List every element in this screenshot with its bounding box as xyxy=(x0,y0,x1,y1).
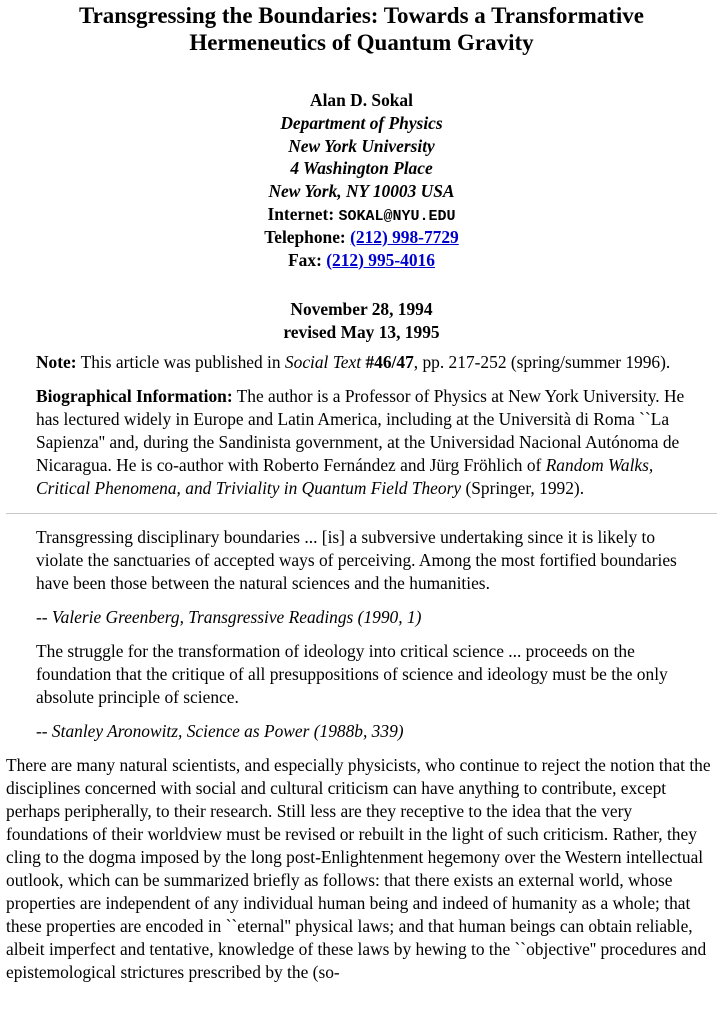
telephone-label: Telephone: xyxy=(264,226,346,247)
bio-label: Biographical Information: xyxy=(36,386,233,407)
revised-date: revised May 13, 1995 xyxy=(283,321,440,342)
biographical-info xyxy=(36,385,687,500)
internet-label: Internet: xyxy=(267,203,335,224)
author-department: Department of Physics xyxy=(280,112,443,133)
body-paragraph: There are many natural scientists, and especially physicists, who continue to reject the notion that the disciplines concerned with social and cultural criticism can have anything to contribute, except perhaps peripherally, to their research. Still less are they receptive to the idea that the very foundations of their worldview must be revised or rebuilt in the light of such criticism. Rather, they cling to the dogma imposed by the long post-Enlightenment hegemony over the Western intellectual outlook, which can be summarized briefly as follows: that there exists an external world, whose properties are independent of any individual human being and indeed of humanity as a whole; that these properties are encoded in ``eternal'' physical laws; and that human beings can obtain reliable, albeit imperfect and tentative, knowledge of these laws by hewing to the ``objective'' procedures and epistemological strictures prescribed by the (so- xyxy=(6,755,711,983)
bio-book: Random Walks, Critical Phenomena, and Triviality in Quantum Field Theory xyxy=(36,455,654,499)
epigraph-quote: The struggle for the transformation of ideology into critical science ... proceeds on the foundation that the critique of all presuppositions of science and ideology must be the only absolute principle of science. xyxy=(36,641,668,708)
note-pre: This article was published in xyxy=(80,352,281,373)
original-date: November 28, 1994 xyxy=(290,299,433,320)
dates-block xyxy=(0,298,723,343)
note-journal: Social Text xyxy=(284,352,362,373)
epigraph-citation: -- Valerie Greenberg, Transgressive Readings (1990, 1) xyxy=(36,607,422,628)
author-internet xyxy=(0,203,723,226)
bio-text: The author is a Professor of Physics at New York University. He has lectured widely in Europe and Latin America, including at the Università di Roma ``La Sapienza'' and, during the Sandinista government, at the Universidad Nacional Autónoma de Nicaragua. He is co-author with Roberto Fernández and Jürg Fröhlich of xyxy=(36,386,685,476)
author-telephone xyxy=(0,226,723,249)
page-title: Transgressing the Boundaries: Towards a Transformative Hermeneutics of Quantum Gravity xyxy=(78,3,645,55)
telephone-link[interactable]: (212) 998-7729 xyxy=(350,226,459,247)
author-university: New York University xyxy=(288,135,435,156)
author-city: New York, NY 10003 USA xyxy=(268,181,455,202)
fax-link[interactable]: (212) 995-4016 xyxy=(326,249,435,270)
author-street: 4 Washington Place xyxy=(290,158,433,179)
note-issue: #46/47 xyxy=(365,352,414,373)
epigraph-citation: -- Stanley Aronowitz, Science as Power (1988b, 339) xyxy=(36,721,404,742)
author-block xyxy=(0,89,723,271)
author-name: Alan D. Sokal xyxy=(310,90,413,110)
note-post: , pp. 217-252 (spring/summer 1996). xyxy=(413,352,671,373)
author-fax xyxy=(0,249,723,272)
note-label: Note: xyxy=(36,352,77,373)
fax-label: Fax: xyxy=(288,249,322,270)
publication-note xyxy=(36,351,687,374)
internet-address: SOKAL@NYU.EDU xyxy=(338,207,456,225)
bio-post: (Springer, 1992). xyxy=(465,478,585,499)
divider xyxy=(6,513,717,514)
epigraph-quote: Transgressing disciplinary boundaries ... [is] a subversive undertaking since it is likely to violate the sanctuaries of accepted ways of perceiving. Among the most fortified boundaries have been those between the natural sciences and the humanities. xyxy=(36,527,677,594)
